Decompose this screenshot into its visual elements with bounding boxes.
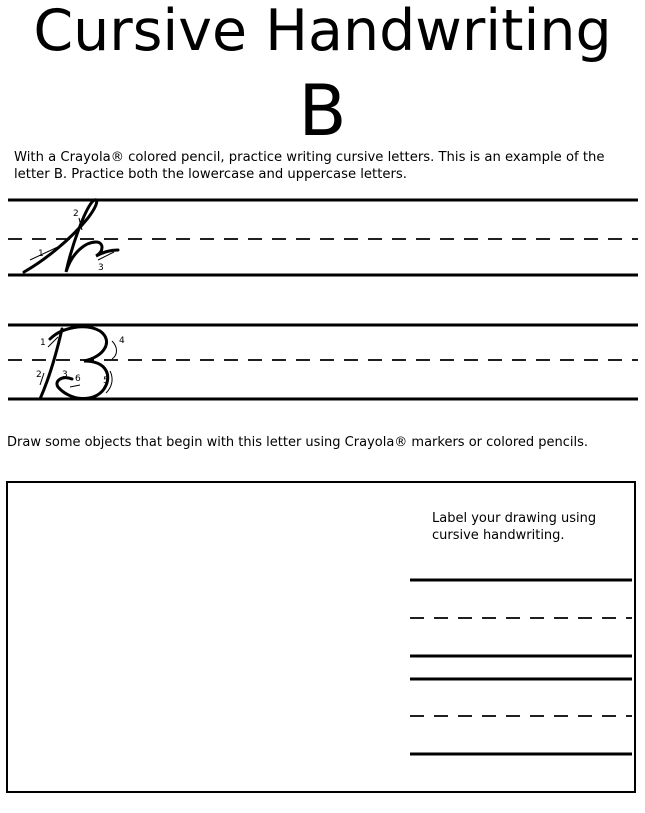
stroke-number: 5 — [103, 376, 109, 386]
featured-letter: B — [298, 70, 347, 152]
stroke-number: 1 — [40, 338, 46, 348]
drawing-instruction: Draw some objects that begin with this letter using Crayola® markers or colored pencils. — [7, 435, 589, 450]
stroke-number: 6 — [75, 374, 81, 384]
stroke-number: 2 — [73, 209, 79, 219]
stroke-number: 2 — [36, 370, 42, 380]
page-title: Cursive Handwriting — [33, 0, 612, 64]
stroke-number: 3 — [98, 263, 104, 273]
label-guide-lines — [408, 570, 634, 764]
cursive-lowercase-b-icon — [24, 200, 118, 272]
stroke-number: 3 — [62, 370, 68, 380]
stroke-number: 4 — [119, 336, 125, 346]
intro-text: With a Crayola® colored pencil, practice writing cursive letters. This is an example of the letter B. Practice both the lowercase and uppercase letters. — [14, 150, 605, 182]
lowercase-guide-lines — [0, 190, 645, 285]
uppercase-guide-lines — [0, 315, 645, 407]
cursive-uppercase-b-icon — [40, 327, 108, 399]
uppercase-practice-row[interactable] — [0, 315, 645, 407]
label-instruction: Label your drawing using cursive handwriting. — [432, 511, 597, 543]
label-writing-lines[interactable] — [408, 570, 634, 768]
lowercase-practice-row[interactable] — [0, 190, 645, 285]
stroke-number: 1 — [38, 249, 44, 259]
